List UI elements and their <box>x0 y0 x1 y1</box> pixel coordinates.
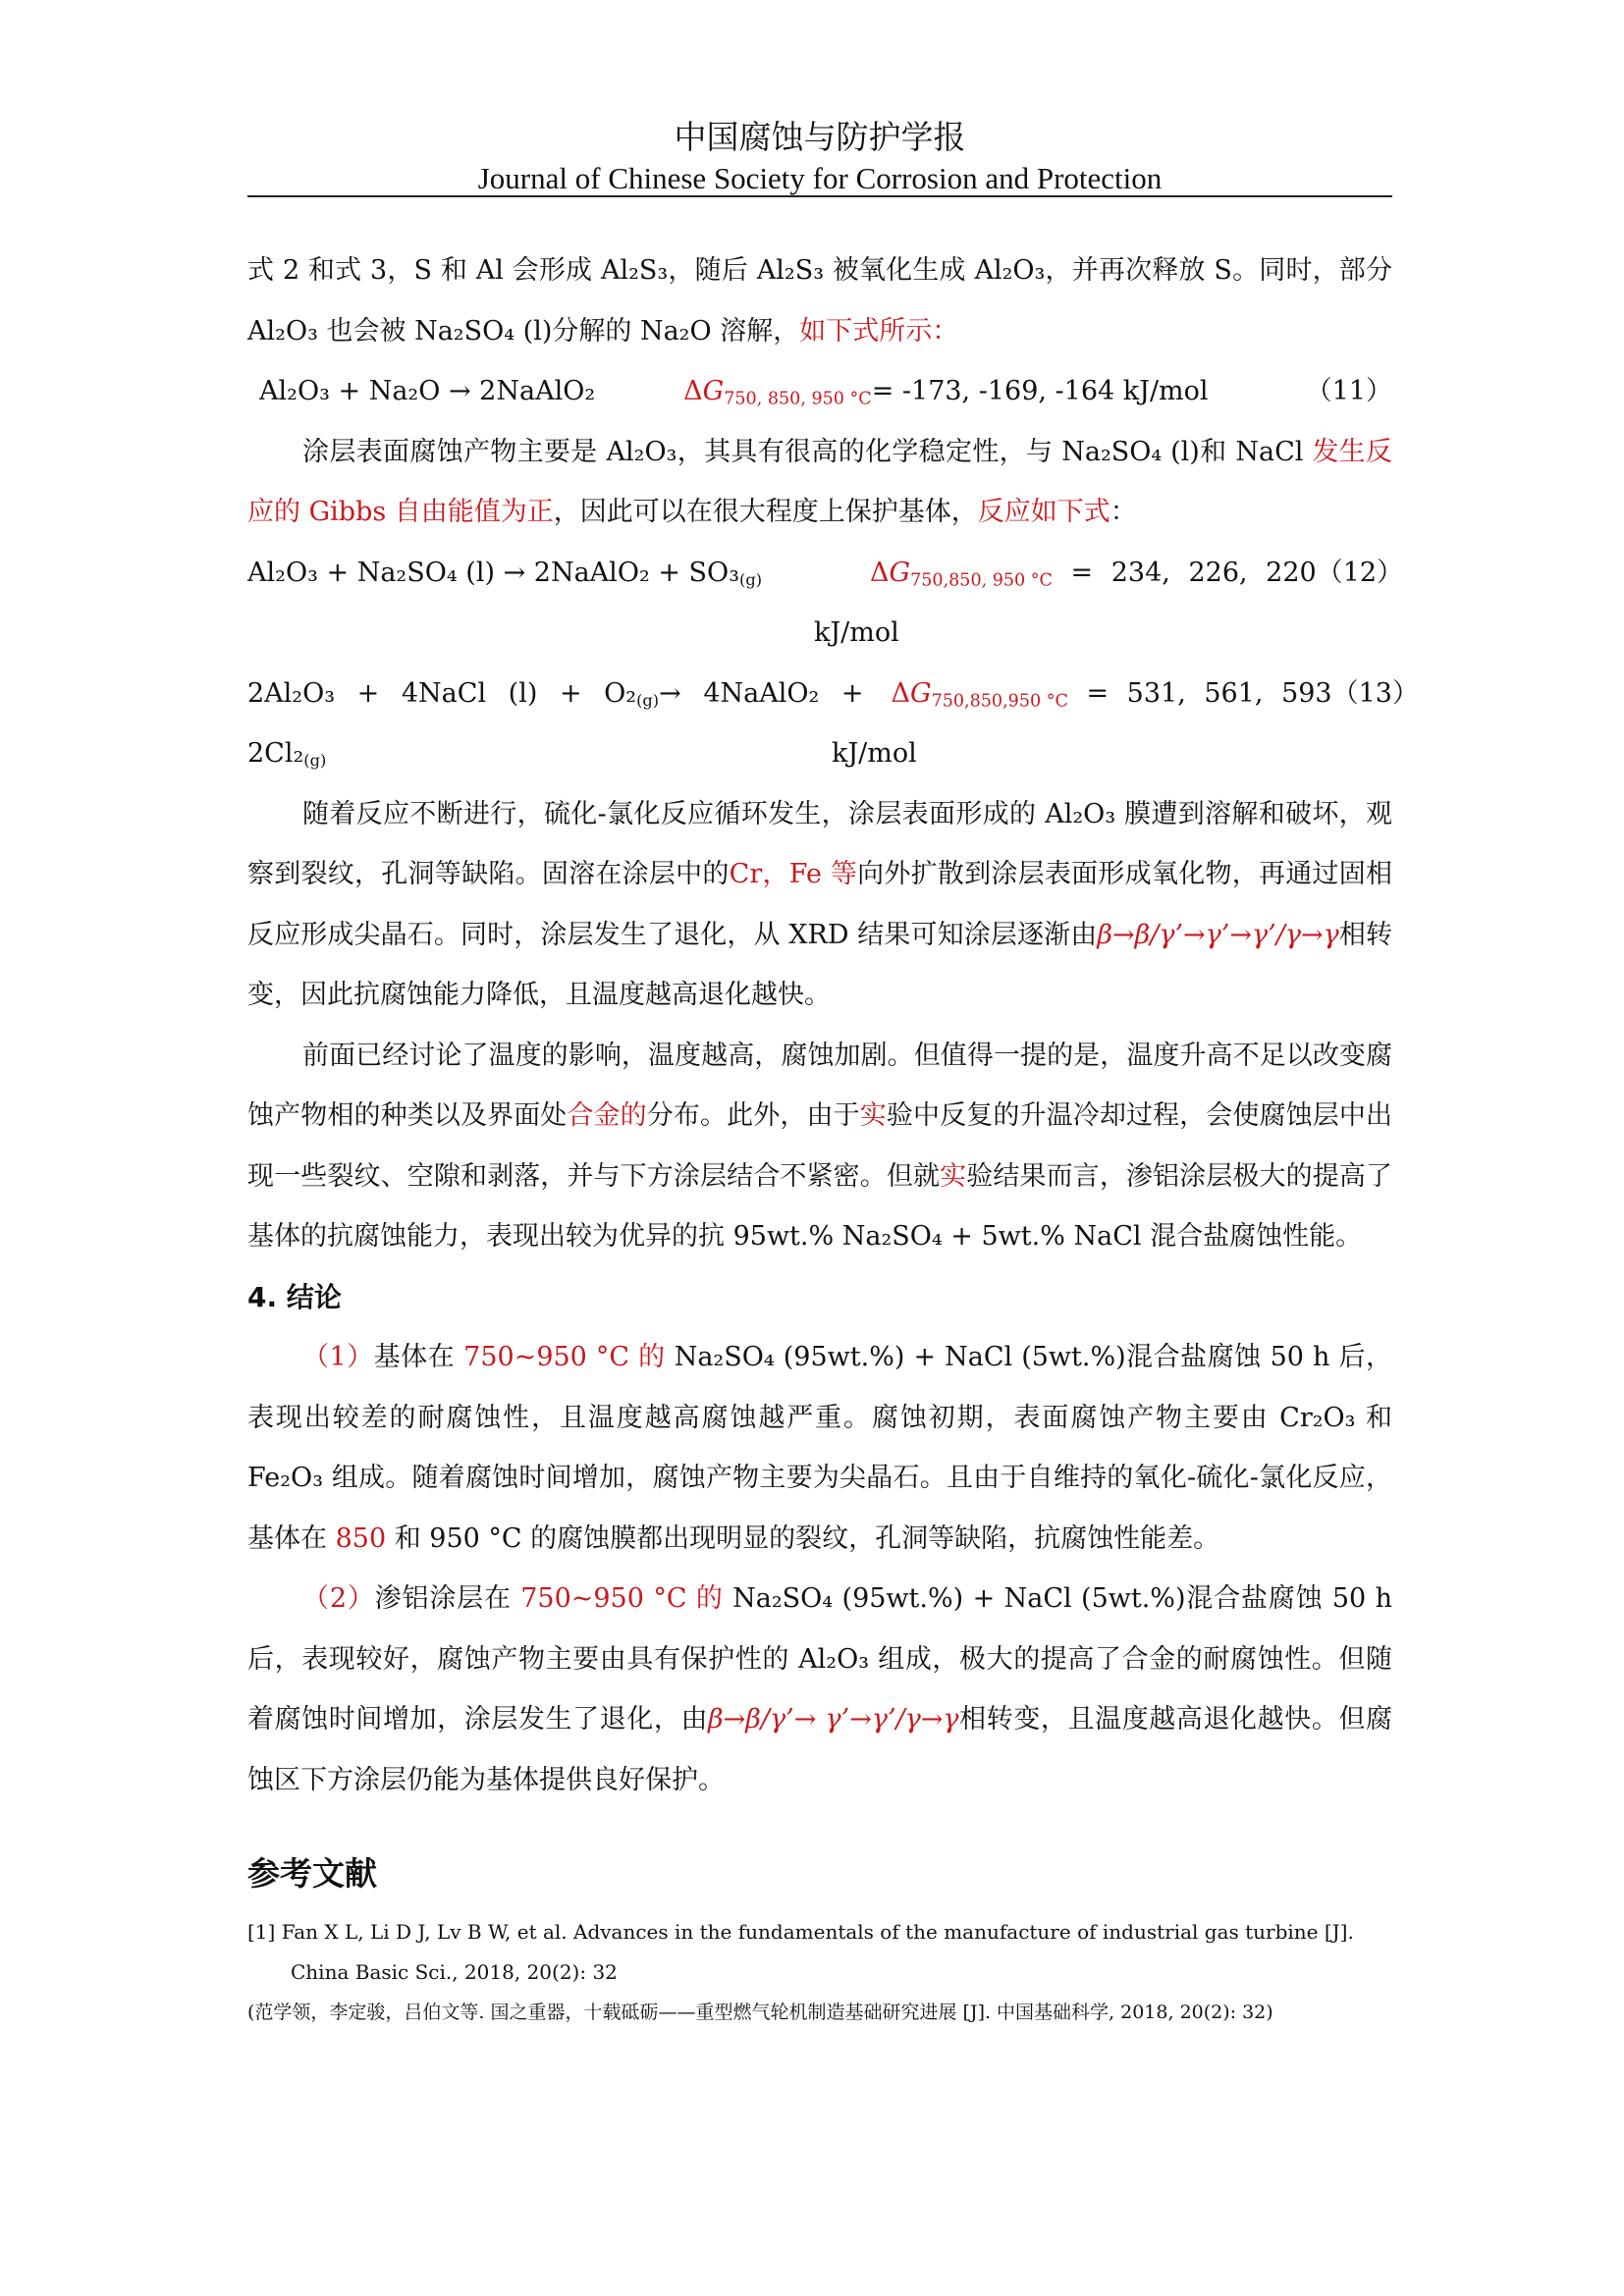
equation-number: （13） <box>1331 677 1419 709</box>
paragraph-sulfidation-cycle: 随着反应不断进行，硫化-氯化反应循环发生，涂层表面形成的 Al₂O₃ 膜遭到溶解和破坏，观察到裂纹，孔洞等缺陷。固溶在涂层中的Cr，Fe 等向外扩散到涂层表面形成氧化物，再通过固相反应形成尖晶石。同时，涂层发生了退化，从 XRD 结果可知涂层逐渐由β→β/γ’→γ’→γ’/γ→γ相转变，因此抗腐蚀能力降低，且温度越高退化越快。 <box>247 798 1393 1010</box>
conclusion-2: （2）渗铝涂层在 750~950 °C 的 Na₂SO₄ (95wt.%) + NaCl (5wt.%)混合盐腐蚀 50 h 后，表现较好，腐蚀产物主要由具有保护性的 Al₂O₃ 组成，极大的提高了合金的耐腐蚀性。但随着腐蚀时间增加，涂层发生了退化，由β→β/γ’→ γ’→γ’/γ→γ相转变，且温度越高退化越快。但腐蚀区下方涂层仍能为基体提供良好保护。 <box>247 1583 1393 1795</box>
equation-13 <box>247 664 1419 724</box>
gibbs-energy: $\Delta G_{750,850,950 ^\circ C} = 531$, 561, 593 <box>891 677 1332 711</box>
paragraph-text: 式 2 和式 3，S 和 Al 会形成 Al₂S₃，随后 Al₂S₃ 被氧化生成 Al₂O₃，并再次释放 S。同时，部分 Al₂O₃ 也会被 Na₂SO₄ (l)分解的 Na₂O 溶解， <box>247 255 1392 347</box>
gibbs-energy: $\Delta G_{750, 850, 950 ^\circ C}$ <box>683 376 872 409</box>
journal-title-en: Journal of Chinese Society for Corrosion and Protection <box>477 161 1163 195</box>
conclusion-1: （1）基体在 750~950 °C 的 Na₂SO₄ (95wt.%) + NaCl (5wt.%)混合盐腐蚀 50 h 后，表现出较差的耐腐蚀性，且温度越高腐蚀越严重。腐蚀初期，表面腐蚀产物主要由 Cr₂O₃ 和 Fe₂O₃ 组成。随着腐蚀时间增加，腐蚀产物主要为尖晶石。且由于自维持的氧化-硫化-氯化反应，基体在 850 和 950 °C 的腐蚀膜都出现明显的裂纹，孔洞等缺陷，抗腐蚀性能差。 <box>247 1342 1392 1554</box>
equation-13-cont: 2Cl₂(g) kJ/mol <box>247 738 917 771</box>
gibbs-values: = -173, -169, -164 kJ/mol <box>871 376 1209 406</box>
equation-lhs: Al₂O₃ + Na₂O → 2NaAlO₂ <box>259 376 596 406</box>
highlighted-text: 如下式所示： <box>799 315 959 347</box>
equation-number: （12） <box>1316 557 1404 588</box>
reference-1-cn: (范学领，李定骏，吕伯文等. 国之重器，十载砥砺——重型燃气轮机制造基础研究进展 [J]. 中国基础科学, 2018, 20(2): 32) <box>247 2001 1273 2023</box>
paragraph-dissolution <box>247 240 1392 361</box>
paragraph-temperature-effect: 前面已经讨论了温度的影响，温度越高，腐蚀加剧。但值得一提的是，温度升高不足以改变腐蚀产物相的种类以及界面处合金的分布。此外，由于实验中反复的升温冷却过程，会使腐蚀层中出现一些裂纹、空隙和剥落，并与下方涂层结合不紧密。但就实验结果而言，渗铝涂层极大的提高了基体的抗腐蚀能力，表现出较为优异的抗 95wt.% Na₂SO₄ + 5wt.% NaCl 混合盐腐蚀性能。 <box>247 1040 1393 1252</box>
paragraph-protective-oxide: 涂层表面腐蚀产物主要是 Al₂O₃，其具有很高的化学稳定性，与 Na₂SO₄ (l)和 NaCl 发生反应的 Gibbs 自由能值为正，因此可以在很大程度上保护基体，反应如下式： <box>247 436 1392 527</box>
header-rule <box>247 195 1392 197</box>
equation-11 <box>247 361 1392 422</box>
equation-lhs: 2Al₂O₃ + 4NaCl (l) + O₂(g)→ 4NaAlO₂ + <box>247 677 864 710</box>
reference-1: [1] Fan X L, Li D J, Lv B W, et al. Advances in the fundamentals of the manufacture of industrial gas turbine [J]. China Basic Sci., 2018, 20(2): 32 <box>247 1919 1354 1984</box>
article-body <box>247 240 1419 2032</box>
equation-number: （11） <box>1305 376 1392 406</box>
references-heading: 参考文献 <box>247 1854 377 1893</box>
gibbs-energy: $\Delta G_{750,850, 950 ^\circ C} = 234$, 226, 220 <box>870 557 1317 590</box>
equation-lhs: Al₂O₃ + Na₂SO₄ (l) → 2NaAlO₂ + SO₃(g) <box>247 557 763 589</box>
journal-title-cn: 中国腐蚀与防护学报 <box>674 118 966 156</box>
equation-12 <box>247 543 1404 604</box>
journal-header <box>247 116 1392 198</box>
section-heading-conclusion: 4. 结论 <box>247 1280 342 1313</box>
equation-12-unit: kJ/mol <box>814 617 899 648</box>
